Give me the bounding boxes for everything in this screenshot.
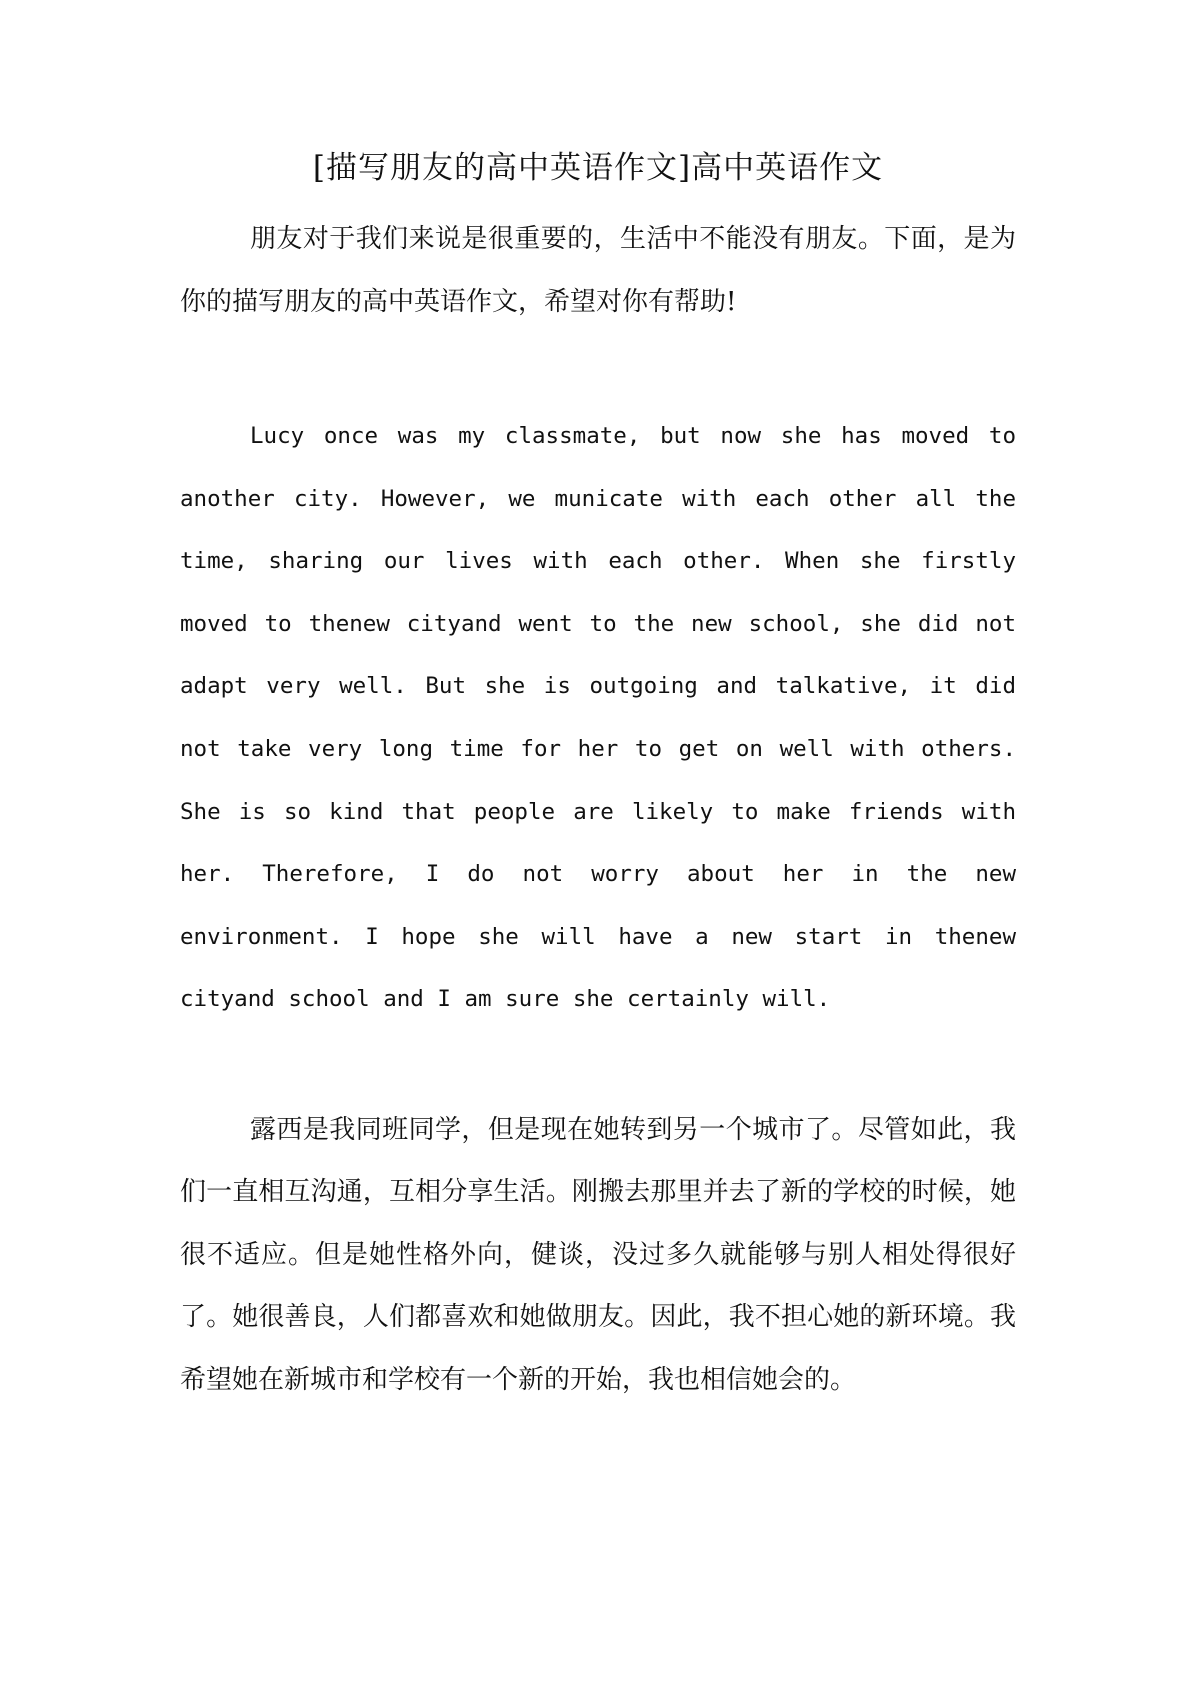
chinese-translation-paragraph: 露西是我同班同学，但是现在她转到另一个城市了。尽管如此，我们一直相互沟通，互相分享生活。刚搬去那里并去了新的学校的时候，她很不适应。但是她性格外向，健谈，没过多久就能够与别人相处得很好了。她很善良，人们都喜欢和她做朋友。因此，我不担心她的新环境。我希望她在新城市和学校有一个新的开始，我也相信她会的。 [180, 1114, 1016, 1395]
intro-paragraph: 朋友对于我们来说是很重要的，生活中不能没有朋友。下面，是为你的描写朋友的高中英语作文，希望对你有帮助! [180, 224, 1016, 317]
english-essay-paragraph: Lucy once was my classmate, but now she has moved to another city. However, we municate with each other all the time, sharing our lives with each other. When she firstly moved to thenew cityand went to the new school, she did not adapt very well. But she is outgoing and talkative, it did not take very long time for her to get on well with others. She is so kind that people are likely to make friends with her. Therefore, I do not worry about her in the new environment. I hope she will have a new start in thenew cityand school and I am sure she certainly will. [180, 423, 1016, 1013]
document-title: [描写朋友的高中英语作文]高中英语作文 [312, 150, 884, 186]
document-content [180, 140, 1016, 1411]
